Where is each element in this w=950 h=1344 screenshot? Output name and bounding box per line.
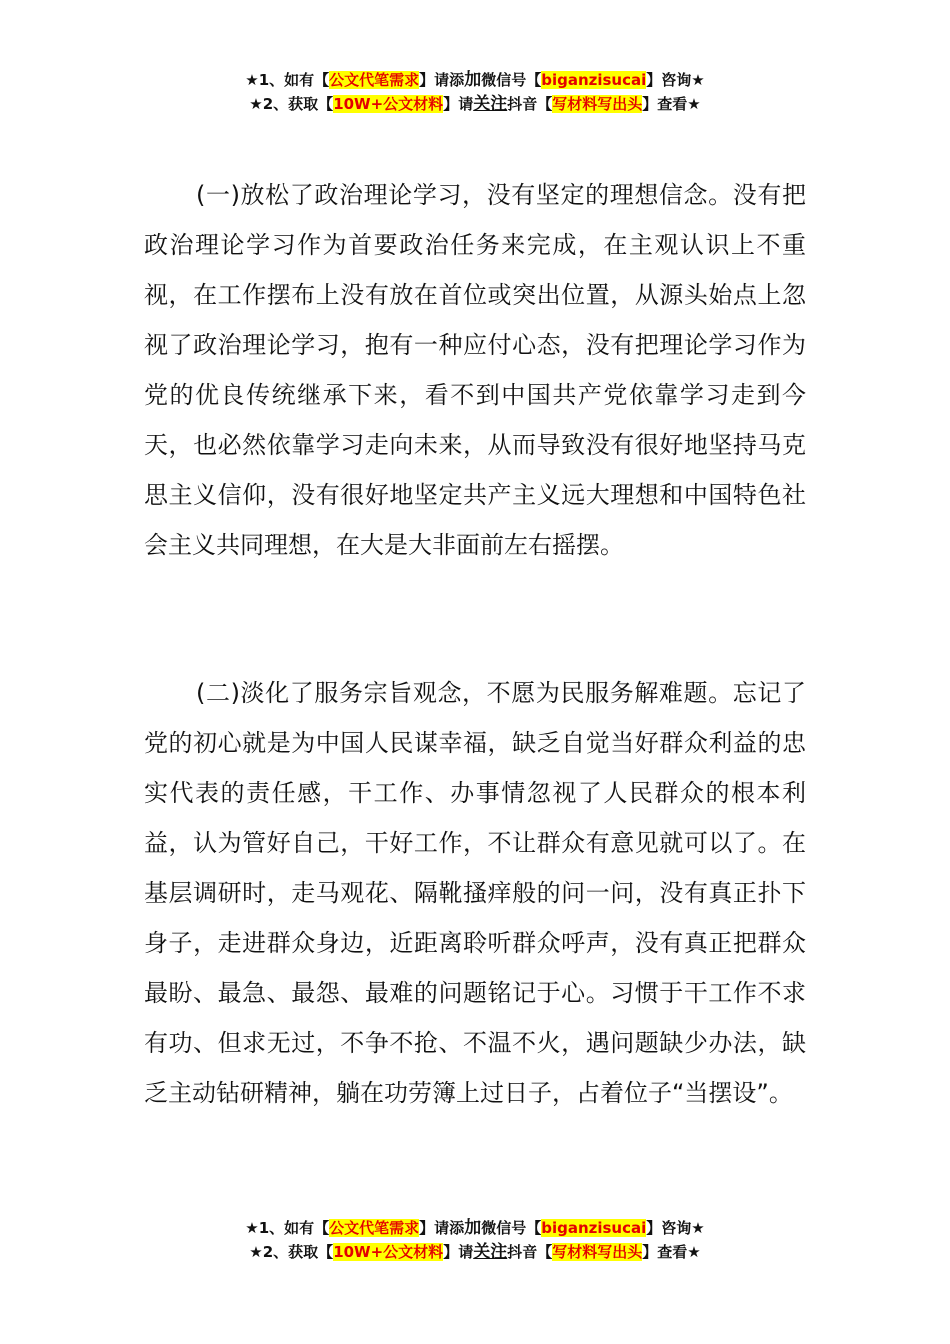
- promo-line-1: ★1、如有【公文代笔需求】请添加微信号【biganzisucai】咨询★: [245, 70, 705, 90]
- paragraph-1-text: (一)放松了政治理论学习，没有坚定的理想信念。没有把政治理论学习作为首要政治任务来完成，在主观认识上不重视，在工作摆布上没有放在首位或突出位置，从源头始点上忽视了政治理论学习，抱有一种应付心态，没有把理论学习作为党的优良传统继承下来，看不到中国共产党依靠学习走到今天，也必然依靠学习走向未来，从而导致没有很好地坚持马克思主义信仰，没有很好地坚定共产主义远大理想和中国特色社会主义共同理想，在大是大非面前左右摇摆。: [144, 181, 806, 559]
- promo-line-2: ★2、获取【10W+公文材料】请关注抖音【写材料写出头】查看★: [249, 94, 701, 114]
- highlight-materials: 10W+公文材料: [333, 95, 444, 113]
- footer-promo-banner: [0, 1216, 950, 1264]
- paragraph-2-text: (二)淡化了服务宗旨观念，不愿为民服务解难题。忘记了党的初心就是为中国人民谋幸福，缺乏自觉当好群众利益的忠实代表的责任感，干工作、办事情忽视了人民群众的根本利益，认为管好自己，干好工作，不让群众有意见就可以了。在基层调研时，走马观花、隔靴搔痒般的问一问，没有真正扑下身子，走进群众身边，近距离聆听群众呼声，没有真正把群众最盼、最急、最怨、最难的问题铭记于心。习惯于干工作不求有功、但求无过，不争不抢、不温不火，遇问题缺少办法，缺乏主动钻研精神，躺在功劳簿上过日子，占着位子“当摆设”。: [144, 679, 806, 1107]
- highlight-douyin-account: 写材料写出头: [552, 95, 643, 113]
- promo-line-1-footer: ★1、如有【公文代笔需求】请添加微信号【biganzisucai】咨询★: [245, 1218, 705, 1238]
- highlight-materials-footer: 10W+公文材料: [333, 1243, 444, 1261]
- header-promo-banner: [0, 68, 950, 116]
- highlight-douyin-account-footer: 写材料写出头: [552, 1243, 643, 1261]
- highlight-wechat-id-footer: biganzisucai: [541, 1219, 647, 1237]
- paragraph-2: [144, 668, 806, 1118]
- paragraph-1: [144, 170, 806, 570]
- promo-line-2-footer: ★2、获取【10W+公文材料】请关注抖音【写材料写出头】查看★: [249, 1242, 701, 1262]
- highlight-ghostwriting: 公文代笔需求: [329, 71, 420, 89]
- highlight-ghostwriting-footer: 公文代笔需求: [329, 1219, 420, 1237]
- highlight-wechat-id: biganzisucai: [541, 71, 647, 89]
